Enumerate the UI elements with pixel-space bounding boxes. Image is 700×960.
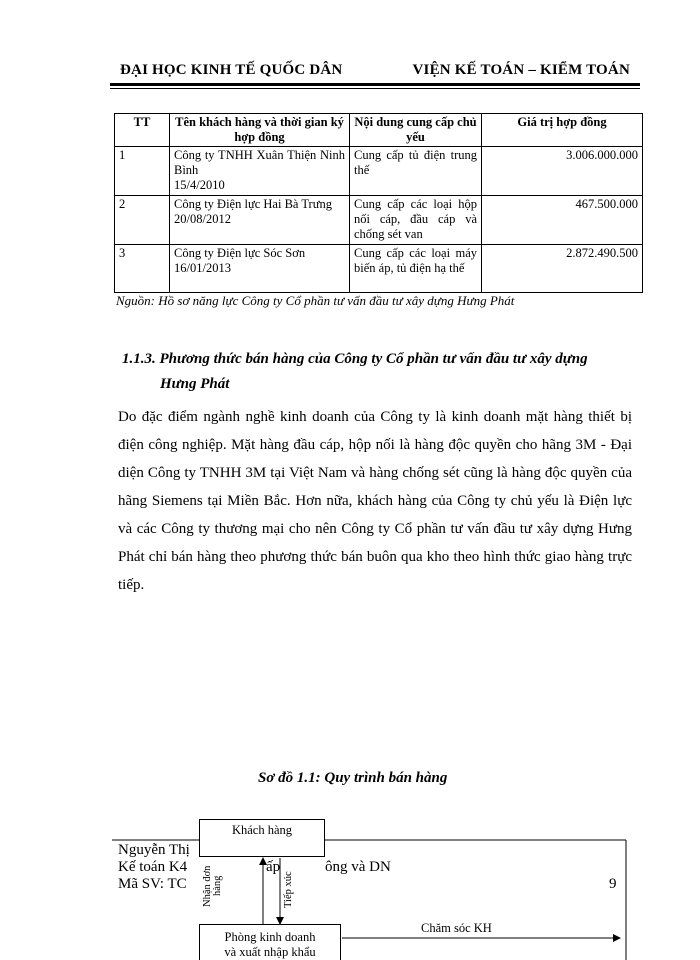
footer-student-id: Mã SV: TC — [118, 876, 187, 892]
cell-value: 3.006.000.000 — [482, 147, 643, 196]
cell-value: 2.872.490.500 — [482, 245, 643, 293]
cell-content: Cung cấp các loại máy biến áp, tủ điện hạ thế — [350, 245, 482, 293]
header-cell-value: Giá trị hợp đồng — [482, 114, 643, 147]
cell-value: 467.500.000 — [482, 196, 643, 245]
customer-name: Công ty TNHH Xuân Thiện Ninh Bình — [174, 148, 345, 177]
label-customer-care: Chăm sóc KH — [421, 921, 492, 935]
footer-class-text: Kế toán K4 — [118, 859, 188, 875]
sales-department-box — [199, 924, 341, 960]
header-university: ĐẠI HỌC KINH TẾ QUỐC DÂN — [120, 62, 343, 78]
table-source-note: Nguồn: Hồ sơ năng lực Công ty Cổ phần tư vấn đầu tư xây dựng Hưng Phát — [116, 293, 515, 308]
header-cell-customer: Tên khách hàng và thời gian ký hợp đồng — [170, 114, 350, 147]
header-cell-content: Nội dung cung cấp chủ yếu — [350, 114, 482, 147]
footer-class-tail-a: ấp — [266, 859, 281, 875]
cell-content: Cung cấp tủ điện trung thế — [350, 147, 482, 196]
customer-box-label: Khách hàng — [231, 823, 293, 837]
cell-tt: 3 — [115, 245, 170, 293]
sales-box-line2: và xuất nhập khẩu — [224, 945, 316, 959]
footer-class — [118, 859, 187, 876]
label-contact: Tiếp xúc — [283, 871, 294, 909]
customer-box — [199, 819, 325, 857]
body-paragraph: Do đặc điểm ngành nghề kinh doanh của Công ty là kinh doanh mặt hàng thiết bị điện công nghiệp. Mặt hàng đầu cáp, hộp nối là hàng độc quyền cho hãng 3M - Đại diện Công ty TNHH 3M tại Việt Nam và hàng chống sét cũng là hàng độc quyền của hãng Siemens tại Miền Bắc. Hơn nữa, khách hàng của Công ty chủ yếu là Điện lực và các Công ty thương mại cho nên Công ty Cổ phần tư vấn đầu tư xây dựng Hưng Phát chỉ bán hàng theo phương thức bán buôn qua kho theo hình thức giao hàng trực tiếp. — [118, 409, 632, 593]
cell-tt: 1 — [115, 147, 170, 196]
label-receive-order: Nhận đơn hàng — [203, 858, 245, 914]
contract-date: 16/01/2013 — [174, 261, 231, 275]
customer-name: Công ty Điện lực Sóc Sơn — [174, 246, 306, 260]
section-heading-line2: Hưng Phát — [160, 376, 230, 392]
sales-box-line1: Phòng kinh doanh — [224, 930, 316, 944]
footer-class-tail-b: ông và DN — [325, 859, 391, 875]
section-heading-line1: 1.1.3. Phương thức bán hàng của Công ty Cổ phần tư vấn đầu tư xây dựng — [122, 351, 588, 367]
diagram-title: Sơ đồ 1.1: Quy trình bán hàng — [258, 770, 448, 786]
header-institute: VIỆN KẾ TOÁN – KIỂM TOÁN — [412, 62, 630, 78]
cell-content: Cung cấp các loại hộp nối cáp, đầu cáp và chống sét van — [350, 196, 482, 245]
cell-tt: 2 — [115, 196, 170, 245]
contract-date: 20/08/2012 — [174, 212, 231, 226]
contract-date: 15/4/2010 — [174, 178, 225, 192]
header-cell-tt: TT — [115, 114, 170, 147]
page-number: 9 — [609, 876, 617, 892]
customer-name: Công ty Điện lực Hai Bà Trưng — [174, 197, 332, 211]
footer-author: Nguyễn Thị — [118, 842, 190, 858]
